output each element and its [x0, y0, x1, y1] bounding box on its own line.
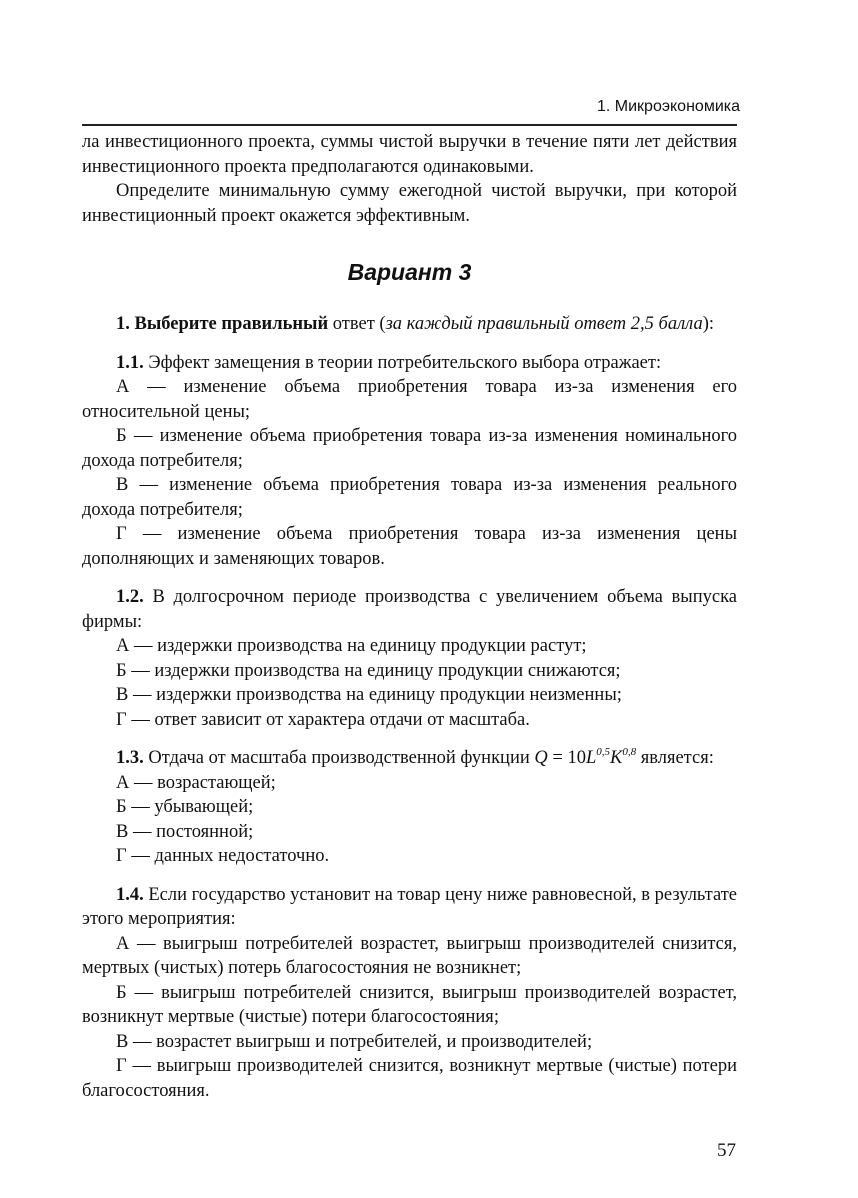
formula-capital: K — [610, 748, 623, 768]
question-1-1 — [82, 351, 737, 572]
question-number: 1.4. — [116, 884, 144, 905]
question-stem — [82, 746, 737, 771]
answer-option: Г — изменение объема приобретения товара из-за изменения цены дополняющих и заменяющих товаров. — [82, 524, 737, 569]
question-1-2 — [82, 585, 737, 732]
page-number: 57 — [717, 1140, 736, 1161]
task-normal-text: ответ ( — [328, 314, 386, 334]
answer-option: Г — выигрыш производителей снизится, возникнут мертвые (чистые) потери благосостояния. — [82, 1056, 737, 1101]
answer-option: Б — издержки производства на единицу продукции снижаются; — [116, 660, 621, 681]
formula-lhs: Q — [534, 748, 548, 768]
formula-capital-exponent: 0,8 — [622, 746, 637, 758]
answer-option: А — изменение объема приобретения товара из-за изменения его относительной цены; — [82, 377, 737, 422]
question-number: 1.3. — [116, 748, 144, 768]
answer-option: В — постоянной; — [116, 821, 254, 842]
question-stem — [82, 585, 737, 634]
page-body — [82, 130, 737, 1103]
question-number: 1.2. — [116, 587, 144, 607]
answer-option: Б — убывающей; — [116, 797, 254, 817]
header-rule — [82, 124, 737, 126]
answer-option: А — выигрыш потребителей возрастет, выигрыш производителей снизится, мертвых (чистых) потерь благосостояния не возникнет; — [82, 933, 737, 978]
answer-option: А — возрастающей; — [116, 772, 276, 793]
task-number: 1. — [116, 314, 130, 334]
formula-labor-exponent: 0,5 — [596, 746, 610, 758]
task-bold-text: Выберите правильный — [134, 314, 329, 334]
answer-option: Б — выигрыш потребителей снизится, выигрыш производителей возрастет, возникнут мертвые (чистые) потери благосостояния; — [82, 982, 737, 1027]
question-stem — [82, 351, 737, 376]
production-function-formula — [534, 748, 636, 768]
answer-option: А — издержки производства на единицу продукции растут; — [116, 636, 587, 656]
task-instruction — [82, 312, 737, 337]
running-header: 1. Микроэкономика — [596, 98, 740, 115]
task-tail-text: ): — [702, 314, 715, 334]
intro-paragraph-1: ла инвестиционного проекта, суммы чистой выручки в течение пяти лет действия инвестиционного проекта предполагаются одинаковыми. — [82, 132, 737, 177]
question-text: Если государство установит на товар цену ниже равновесной, в результате этого мероприятия: — [82, 884, 737, 929]
question-1-3 — [82, 746, 737, 869]
section-title: Вариант 3 — [347, 259, 472, 285]
formula-equals: = 10 — [547, 748, 586, 768]
answer-option: В — издержки производства на единицу продукции неизменны; — [116, 685, 622, 705]
answer-option: Б — изменение объема приобретения товара из-за изменения номинального дохода потребителя; — [82, 426, 737, 471]
question-text: В долгосрочном периоде производства с увеличением объема выпуска фирмы: — [82, 587, 737, 632]
question-text: Эффект замещения в теории потребительского выбора отражает: — [143, 352, 662, 373]
question-text-after: является: — [636, 748, 714, 768]
answer-option: Г — ответ зависит от характера отдачи от масштаба. — [116, 709, 530, 730]
task-italic-text: за каждый правильный ответ 2,5 балла — [385, 314, 703, 334]
intro-paragraph-2: Определите минимальную сумму ежегодной чистой выручки, при которой инвестиционный проект окажется эффективным. — [82, 181, 737, 226]
question-stem — [82, 883, 737, 932]
question-1-4 — [82, 883, 737, 1104]
question-text: Отдача от масштаба производственной функции — [143, 748, 535, 768]
formula-labor: L — [585, 748, 597, 768]
answer-option: Г — данных недостаточно. — [116, 846, 330, 866]
answer-option: В — возрастет выигрыш и потребителей, и производителей; — [116, 1031, 593, 1052]
question-number: 1.1. — [116, 352, 144, 373]
answer-option: В — изменение объема приобретения товара из-за изменения реального дохода потребителя; — [82, 475, 737, 520]
